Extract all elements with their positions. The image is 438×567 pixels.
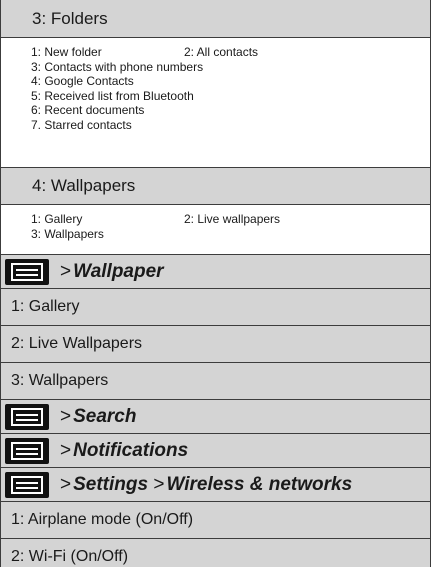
folder-option-starred-contacts: 7. Starred contacts xyxy=(31,117,132,132)
menu-key-icon xyxy=(5,259,49,285)
list-item xyxy=(31,45,430,60)
menu-path-search: > Search xyxy=(60,405,137,427)
menu-settings-row xyxy=(1,467,430,501)
menu-path-settings-wireless: > Settings > Wireless & networks xyxy=(60,473,353,495)
wallpapers-header xyxy=(1,167,430,204)
wallpaper-option-live-wallpapers: 2: Live wallpapers xyxy=(184,212,281,226)
folder-option-phone-numbers: 3: Contacts with phone numbers xyxy=(31,59,204,74)
folders-options-list xyxy=(1,37,430,167)
menu-search-row xyxy=(1,399,430,433)
settings-item-airplane-mode: 1: Airplane mode (On/Off) xyxy=(1,501,430,538)
menu-key-icon xyxy=(5,438,49,464)
wallpaper-item-wallpapers: 3: Wallpapers xyxy=(1,362,430,399)
menu-key-icon xyxy=(5,472,49,498)
menu-path-wallpaper: > Wallpaper xyxy=(60,260,164,282)
folder-option-all-contacts: 2: All contacts xyxy=(184,45,259,59)
wallpaper-item-gallery: 1: Gallery xyxy=(1,288,430,325)
menu-key-icon xyxy=(5,404,49,430)
folder-option-bluetooth-list: 5: Received list from Bluetooth xyxy=(31,88,194,103)
folder-option-google-contacts: 4: Google Contacts xyxy=(31,74,134,88)
wallpaper-option-wallpapers: 3: Wallpapers xyxy=(31,226,104,241)
folder-option-recent-documents: 6: Recent documents xyxy=(31,103,145,117)
list-item xyxy=(31,212,430,227)
wallpapers-options-list xyxy=(1,204,430,254)
wallpaper-item-live-wallpapers: 2: Live Wallpapers xyxy=(1,325,430,362)
folder-option-new-folder: 1: New folder xyxy=(31,45,102,59)
menu-wallpaper-row xyxy=(1,254,430,288)
folders-header-label: 3: Folders xyxy=(32,8,108,28)
wallpapers-header-label: 4: Wallpapers xyxy=(32,176,136,195)
menu-path-notifications: > Notifications xyxy=(60,439,189,461)
settings-item-wifi: 2: Wi-Fi (On/Off) xyxy=(1,538,430,567)
wallpaper-option-gallery: 1: Gallery xyxy=(31,212,83,226)
menu-notifications-row xyxy=(1,433,430,467)
folders-header xyxy=(1,0,430,37)
